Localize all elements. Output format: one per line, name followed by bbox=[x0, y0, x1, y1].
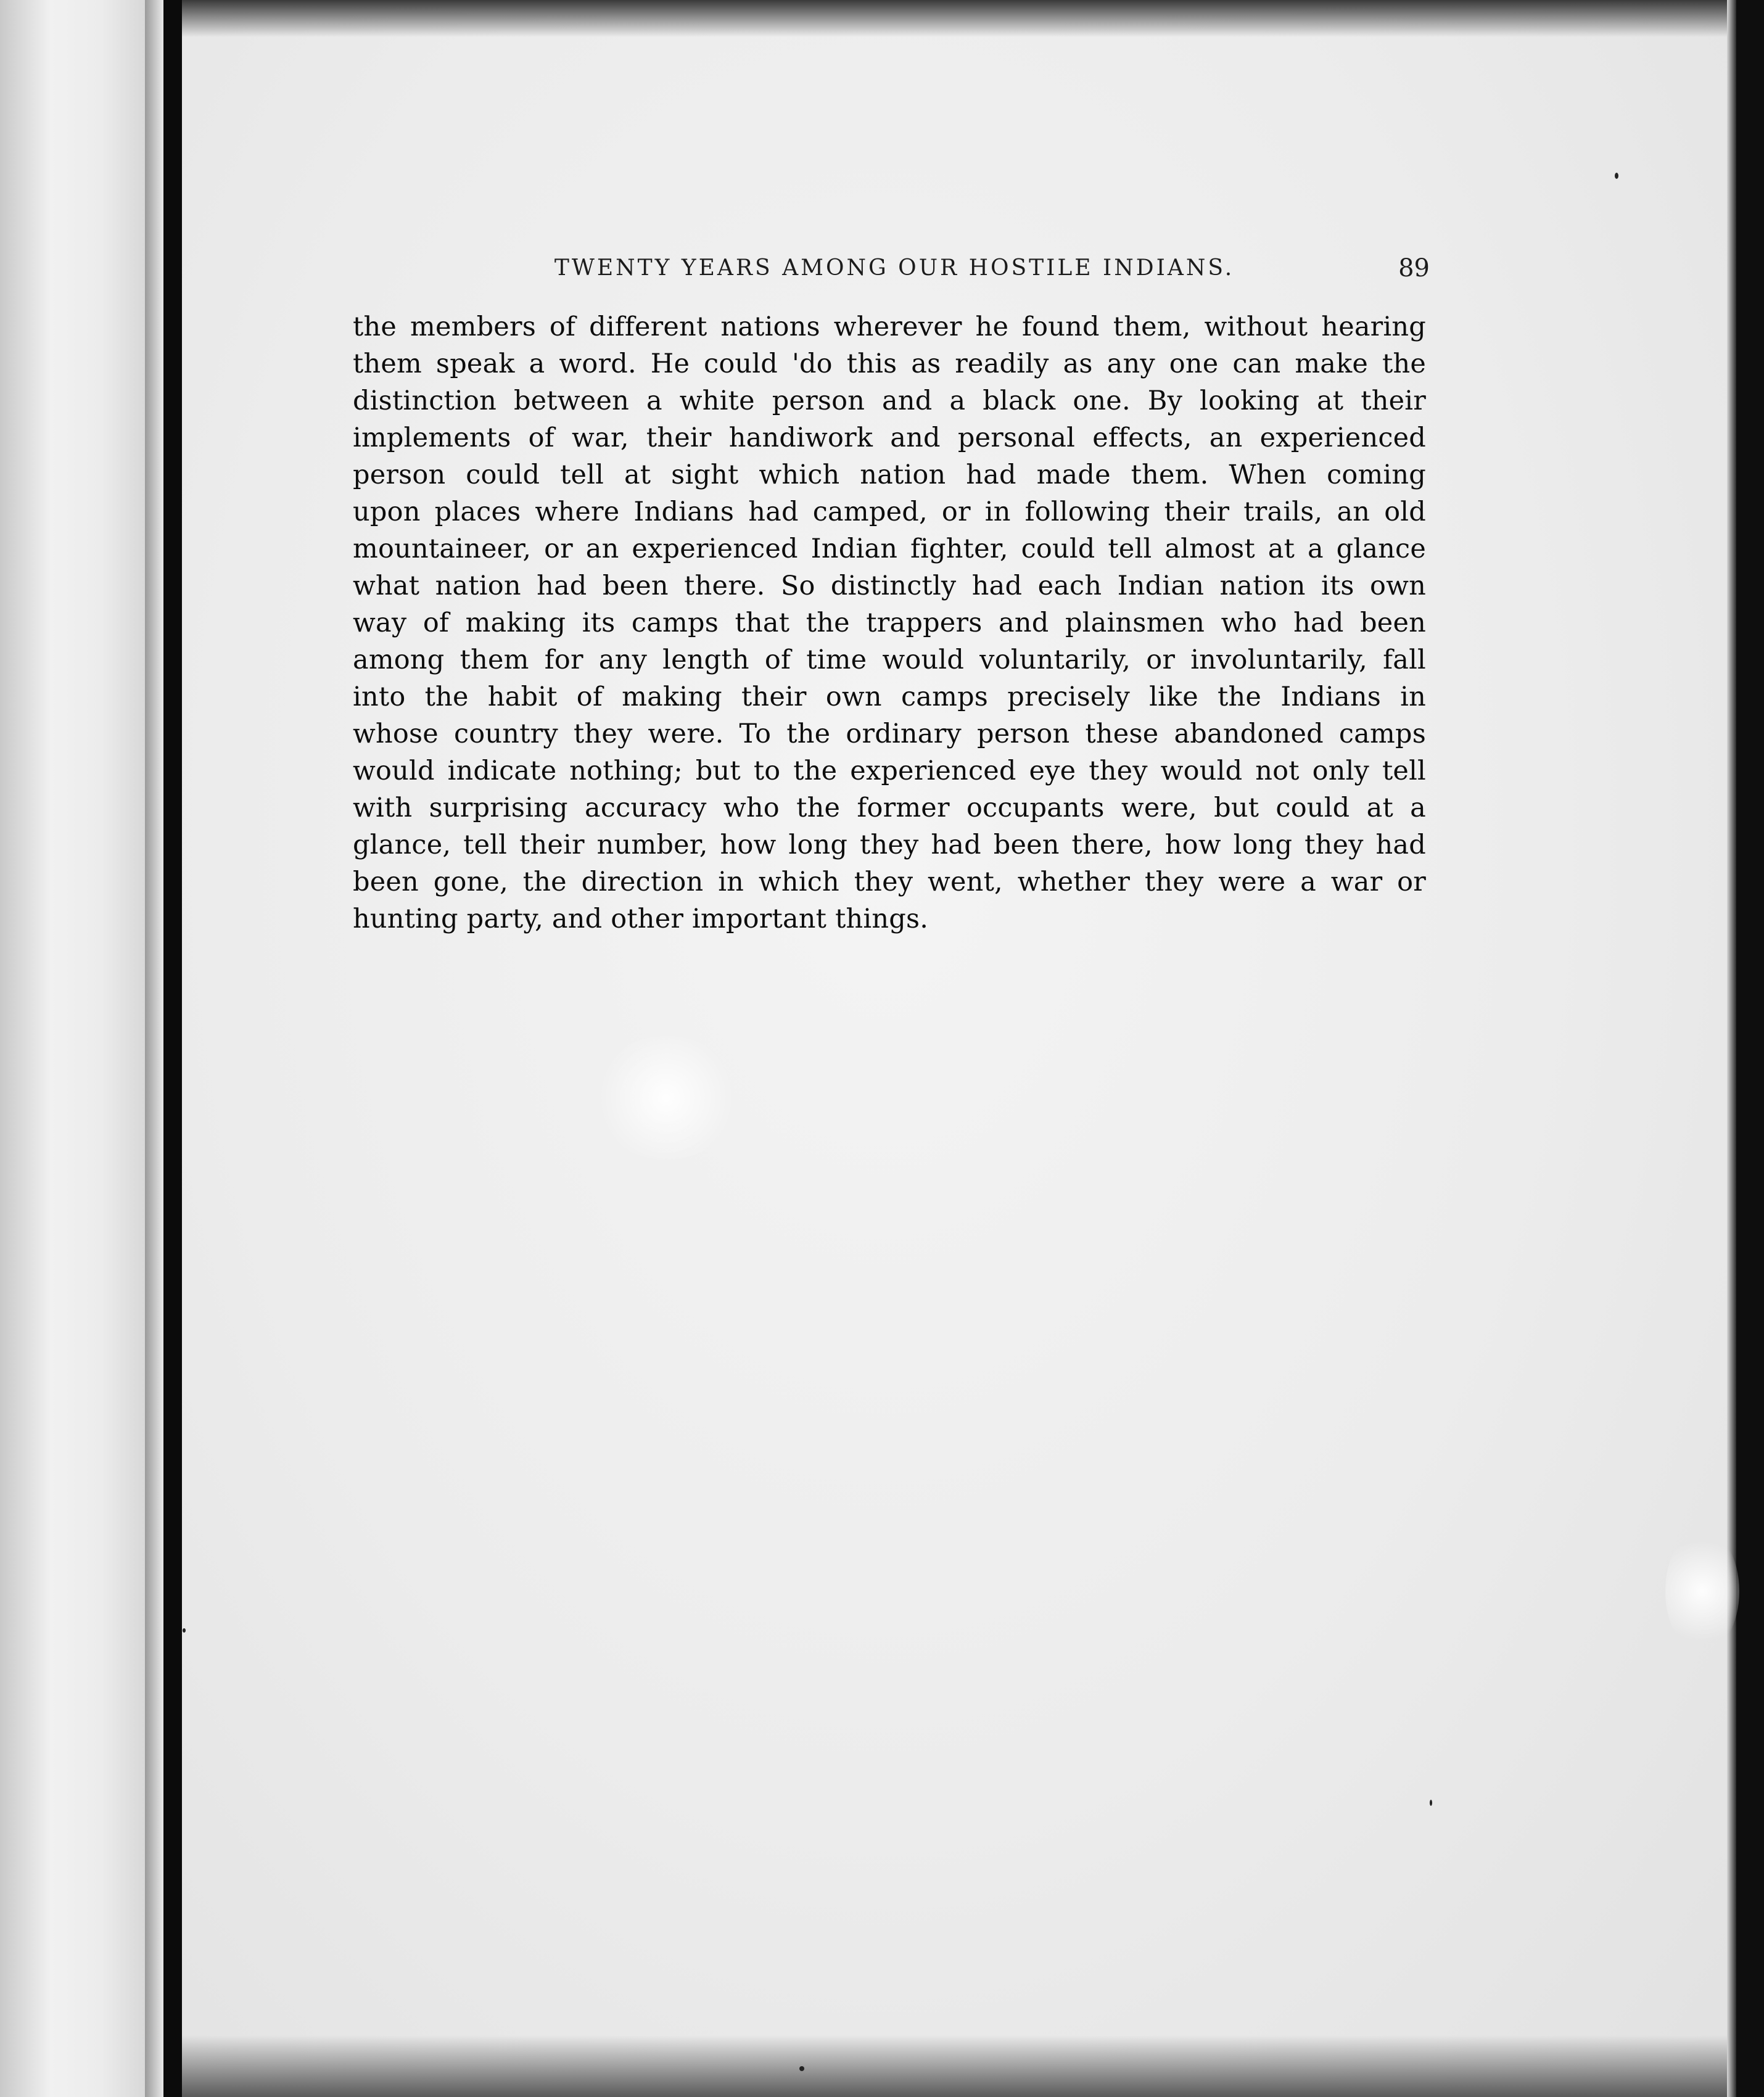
text-line: with surprising accuracy who the former occupants were, but could at a bbox=[353, 793, 1426, 823]
text-line: into the habit of making their own camps precisely like the Indians in bbox=[353, 682, 1426, 712]
book-gutter bbox=[163, 0, 182, 2097]
text-line: what nation had been there. So distinctly had each Indian nation its own bbox=[353, 571, 1426, 601]
scan-glare bbox=[1665, 1530, 1739, 1653]
text-line: glance, tell their number, how long they had been there, how long they had bbox=[353, 830, 1426, 860]
text-line: them speak a word. He could 'do this as readily as any one can make the bbox=[353, 348, 1426, 379]
text-line: been gone, the direction in which they went, whether they were a war or bbox=[353, 867, 1426, 897]
page-top-shadow bbox=[182, 0, 1736, 37]
text-line: person could tell at sight which nation had made them. When coming bbox=[353, 459, 1426, 490]
previous-page-shadow bbox=[145, 0, 163, 2097]
text-line: among them for any length of time would voluntarily, or involuntarily, fall bbox=[353, 645, 1426, 675]
body-paragraph bbox=[353, 308, 1426, 937]
page-right-shadow bbox=[1727, 0, 1736, 2097]
scan-speck bbox=[1430, 1800, 1432, 1806]
previous-page-edge bbox=[0, 0, 145, 2097]
scan-speck bbox=[183, 1628, 186, 1633]
scan-glare bbox=[592, 1036, 740, 1160]
text-line: hunting party, and other important things. bbox=[353, 904, 929, 934]
text-line: would indicate nothing; but to the experienced eye they would not only tell bbox=[353, 756, 1426, 786]
text-line: upon places where Indians had camped, or in following their trails, an old bbox=[353, 496, 1426, 527]
text-line: way of making its camps that the trappers and plainsmen who had been bbox=[353, 608, 1426, 638]
text-line: the members of different nations wherever he found them, without hearing bbox=[353, 311, 1426, 342]
text-line: mountaineer, or an experienced Indian fighter, could tell almost at a glance bbox=[353, 534, 1426, 564]
scan-right-border bbox=[1736, 0, 1764, 2097]
scan-speck bbox=[1615, 173, 1618, 179]
page-number: 89 bbox=[1398, 254, 1430, 282]
running-header: TWENTY YEARS AMONG OUR HOSTILE INDIANS. bbox=[554, 255, 1235, 281]
text-line: implements of war, their handiwork and personal effects, an experienced bbox=[353, 422, 1426, 453]
text-line: whose country they were. To the ordinary person these abandoned camps bbox=[353, 719, 1426, 749]
text-line: distinction between a white person and a black one. By looking at their bbox=[353, 385, 1426, 416]
page-bottom-shadow bbox=[182, 2035, 1736, 2097]
scan-speck bbox=[799, 2066, 804, 2071]
